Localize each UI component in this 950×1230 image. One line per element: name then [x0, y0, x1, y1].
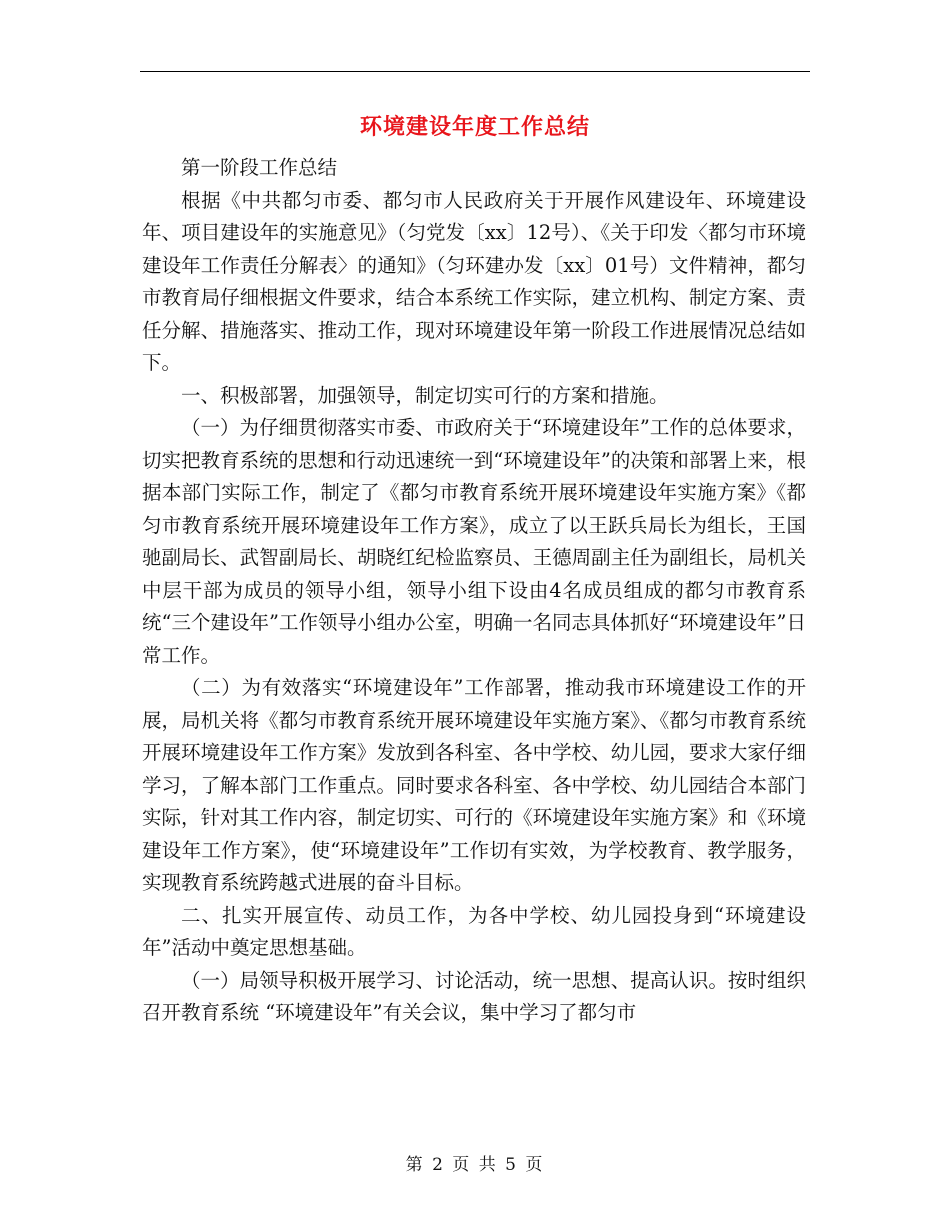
header-rule	[140, 71, 810, 72]
paragraph-section-2-heading: 二、扎实开展宣传、动员工作，为各中学校、幼儿园投身到“环境建设年”活动中奠定思想基础。	[142, 903, 806, 959]
page-number: 第 2 页 共 5 页	[405, 1155, 545, 1175]
paragraph-section-1-item-1: （一）为仔细贯彻落实市委、市政府关于“环境建设年”工作的总体要求，切实把教育系统的思想和行动迅速统一到“环境建设年”的决策和部署上来，根据本部门实际工作，制定了《都匀市教育系统开展环境建设年实施方案》《都匀市教育系统开展环境建设年工作方案》，成立了以王跃兵局长为组长，王国驰副局长、武智副局长、胡晓红纪检监察员、王德周副主任为副组长，局机关中层干部为成员的领导小组，领导小组下设由4名成员组成的都匀市教育系统“三个建设年”工作领导小组办公室，明确一名同志具体抓好“环境建设年”日常工作。	[142, 416, 806, 667]
paragraph-section-2-item-1: （一）局领导积极开展学习、讨论活动，统一思想、提高认识。按时组织召开教育系统 “环境建设年”有关会议，集中学习了都匀市	[142, 968, 806, 1024]
paragraph-intro: 根据《中共都匀市委、都匀市人民政府关于开展作风建设年、环境建设年、项目建设年的实施意见》（匀党发〔xx〕12号）、《关于印发〈都匀市环境建设年工作责任分解表〉的通知》（匀环建办发〔xx〕01号）文件精神，都匀市教育局仔细根据文件要求，结合本系统工作实际，建立机构、制定方案、责任分解、措施落实、推动工作，现对环境建设年第一阶段工作进展情况总结如下。	[142, 188, 806, 374]
paragraph-stage-heading: 第一阶段工作总结	[181, 156, 338, 179]
document-body	[142, 152, 806, 1030]
paragraph-section-1-heading: 一、积极部署，加强领导，制定切实可行的方案和措施。	[181, 383, 669, 407]
document-title: 环境建设年度工作总结	[359, 114, 590, 140]
paragraph-section-1-item-2: （二）为有效落实“环境建设年”工作部署，推动我市环境建设工作的开展，局机关将《都匀市教育系统开展环境建设年实施方案》、《都匀市教育系统开展环境建设年工作方案》发放到各科室、各中学校、幼儿园，要求大家仔细学习，了解本部门工作重点。同时要求各科室、各中学校、幼儿园结合本部门实际，针对其工作内容，制定切实、可行的《环境建设年实施方案》和《环境建设年工作方案》，使“环境建设年”工作切有实效，为学校教育、教学服务，实现教育系统跨越式进展的奋斗目标。	[142, 676, 806, 894]
